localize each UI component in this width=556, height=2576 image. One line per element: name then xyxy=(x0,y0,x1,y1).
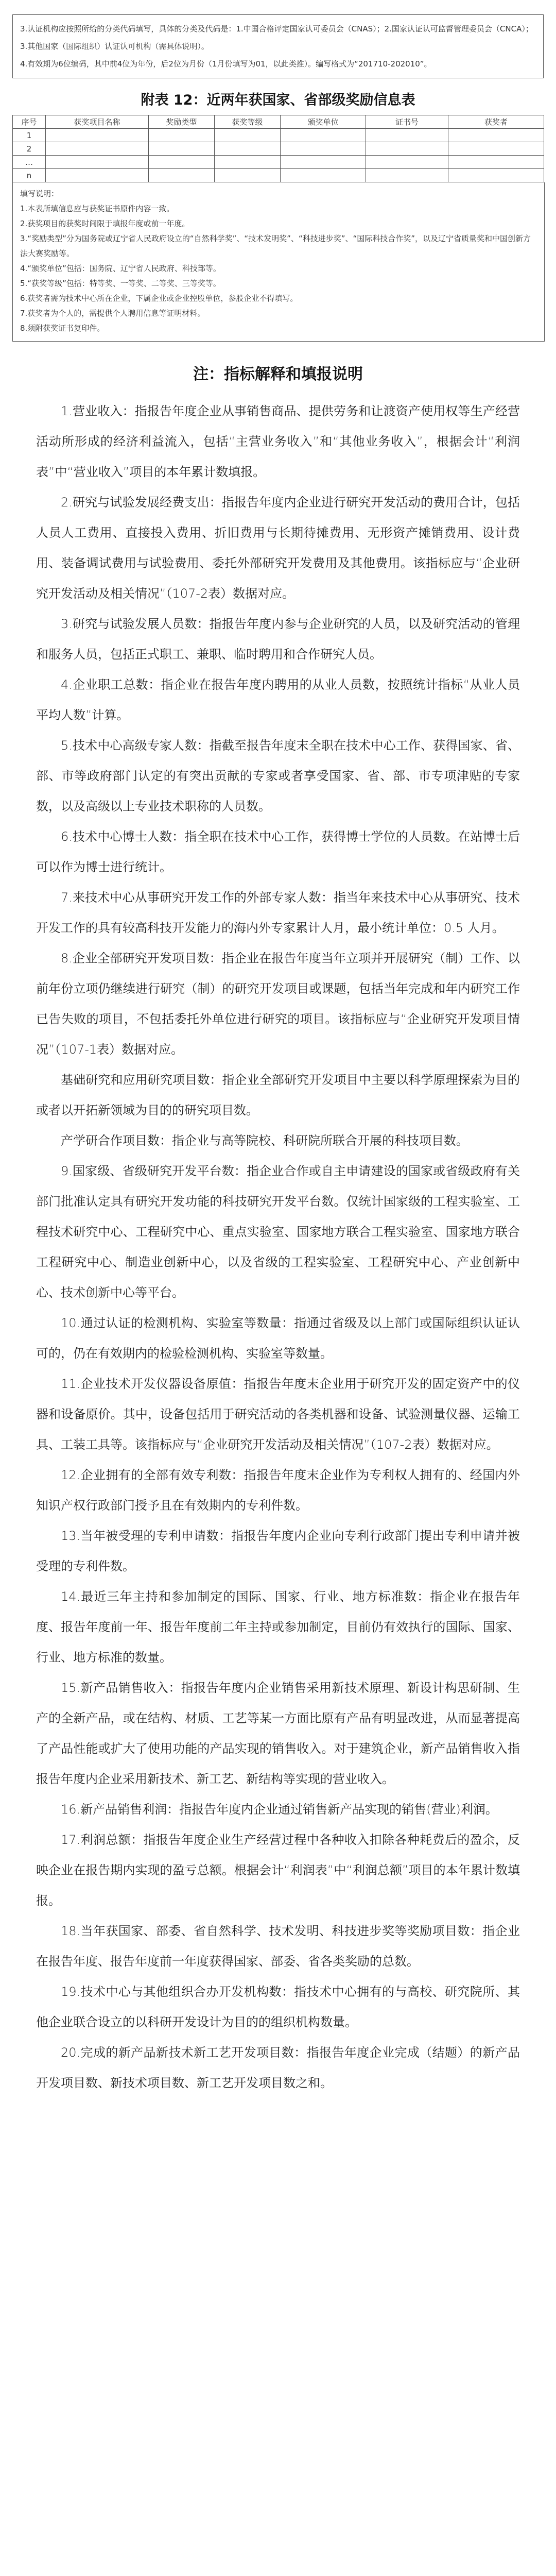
table-cell xyxy=(215,156,281,169)
fill-notes-box xyxy=(12,182,545,342)
indicator-item: 1.营业收入：指报告年度企业从事销售商品、提供劳务和让渡资产使用权等生产经营活动所形成的经济利益流入，包括“主营业务收入”和“其他业务收入”，根据会计“利润表”中“营业收入”项目的本年累计数填报。 xyxy=(36,404,520,479)
table-cell xyxy=(149,156,215,169)
indicator-item: 4.企业职工总数：指企业在报告年度内聘用的从业人员数，按照统计指标“从业人员平均人数”计算。 xyxy=(36,677,520,722)
indicator-item: 20.完成的新产品新技术新工艺开发项目数：指报告年度企业完成（结题）的新产品开发项目数、新技术项目数、新工艺开发项目数之和。 xyxy=(36,2045,520,2090)
top-note: 3.认证机构应按照所给的分类代码填写，具体的分类及代码是：1.中国合格评定国家认可委员会（CNAS）；2.国家认证认可监督管理委员会（CNCA）；3.其他国家（国际组织）认证认可机构（需具体说明）。 xyxy=(20,24,533,51)
table-cell xyxy=(448,156,544,169)
indicator-item: 9.国家级、省级研究开发平台数：指企业合作或自主申请建设的国家或省级政府有关部门批准认定具有研究开发功能的科技研究开发平台数。仅统计国家级的工程实验室、工程技术研究中心、工程研究中心、重点实验室、国家地方联合工程实验室、国家地方联合工程研究中心、制造业创新中心，以及省级的工程实验室、工程研究中心、产业创新中心、技术创新中心等平台。 xyxy=(36,1164,520,1300)
table-cell: 2 xyxy=(13,142,46,156)
column-header: 证书号 xyxy=(366,115,448,129)
column-header: 颁奖单位 xyxy=(281,115,366,129)
fill-note: 4.“颁奖单位”包括：国务院、辽宁省人民政府、科技部等。 xyxy=(20,264,221,273)
indicator-item: 11.企业技术开发仪器设备原值：指报告年度末企业用于研究开发的固定资产中的仪器和设备原价。其中，设备包括用于研究活动的各类机器和设备、试验测量仪器、运输工具、工装工具等。该指标应与“企业研究开发活动及相关情况”（107-2表）数据对应。 xyxy=(36,1377,520,1452)
indicator-item: 16.新产品销售利润：指报告年度内企业通过销售新产品实现的销售(营业)利润。 xyxy=(61,1802,498,1817)
table-row xyxy=(13,129,544,142)
fill-note: 填写说明： xyxy=(20,189,59,198)
table-cell xyxy=(448,169,544,182)
table-cell xyxy=(366,142,448,156)
fill-note: 2.获奖项目的获奖时间限于填报年度或前一年度。 xyxy=(20,219,190,228)
table-cell: n xyxy=(13,169,46,182)
table-cell xyxy=(46,169,149,182)
award-info-table xyxy=(12,115,544,182)
indicator-item: 14.最近三年主持和参加制定的国际、国家、行业、地方标准数：指企业在报告年度、报告年度前一年、报告年度前二年主持或参加制定，目前仍有效执行的国际、国家、行业、地方标准的数量。 xyxy=(36,1589,520,1665)
document-page xyxy=(0,14,556,2576)
indicator-item: 2.研究与试验发展经费支出：指报告年度内企业进行研究开发活动的费用合计，包括人员人工费用、直接投入费用、折旧费用与长期待摊费用、无形资产摊销费用、设计费用、装备调试费用与试验费用、委托外部研究开发费用及其他费用。该指标应与“企业研究开发活动及相关情况”（107-2表）数据对应。 xyxy=(36,495,520,601)
table-cell xyxy=(281,169,366,182)
table-cell xyxy=(215,169,281,182)
indicator-item: 18.当年获国家、部委、省自然科学、技术发明、科技进步奖等奖励项目数：指企业在报告年度、报告年度前一年度获得国家、部委、省各类奖励的总数。 xyxy=(36,1924,520,1969)
table-cell: … xyxy=(13,156,46,169)
fill-note: 3.“奖励类型”分为国务院或辽宁省人民政府设立的“自然科学奖”、“技术发明奖”、“科技进步奖”、“国际科技合作奖”，以及辽宁省质量奖和中国创新方法大赛奖励等。 xyxy=(20,234,531,258)
indicator-item: 15.新产品销售收入：指报告年度内企业销售采用新技术原理、新设计构思研制、生产的全新产品，或在结构、材质、工艺等某一方面比原有产品有明显改进，从而显著提高了产品性能或扩大了使用功能的产品实现的销售收入。对于建筑企业，新产品销售收入指报告年度内企业采用新技术、新工艺、新结构等实现的营业收入。 xyxy=(36,1681,520,1786)
table-cell xyxy=(366,156,448,169)
table-cell xyxy=(46,156,149,169)
table-cell: 1 xyxy=(13,129,46,142)
indicator-explanations xyxy=(36,396,520,2098)
column-header: 奖励类型 xyxy=(149,115,215,129)
indicator-sub-item: 产学研合作项目数：指企业与高等院校、科研院所联合开展的科技项目数。 xyxy=(61,1133,468,1148)
fill-note: 7.获奖者为个人的，需提供个人聘用信息等证明材料。 xyxy=(20,309,205,318)
indicator-sub-item: 基础研究和应用研究项目数：指企业全部研究开发项目中主要以科学原理探索为目的或者以开拓新领域为目的的研究项目数。 xyxy=(36,1073,520,1117)
table-cell xyxy=(149,129,215,142)
column-header: 获奖项目名称 xyxy=(46,115,149,129)
table-cell xyxy=(281,156,366,169)
indicator-item: 17.利润总额：指报告年度企业生产经营过程中各种收入扣除各种耗费后的盈余，反映企业在报告期内实现的盈亏总额。根据会计“利润表”中“利润总额”项目的本年累计数填报。 xyxy=(36,1833,520,1908)
table-row xyxy=(13,142,544,156)
table-header-row xyxy=(13,115,544,129)
table-cell xyxy=(281,129,366,142)
table-cell xyxy=(281,142,366,156)
table-cell xyxy=(448,142,544,156)
fill-note: 6.获奖者需为技术中心所在企业，下属企业或企业控股单位，参股企业不得填写。 xyxy=(20,294,298,303)
fill-note: 5.“获奖等级”包括：特等奖、一等奖、二等奖、三等奖等。 xyxy=(20,279,221,288)
table-cell xyxy=(215,129,281,142)
column-header: 获奖等级 xyxy=(215,115,281,129)
section-title: 注：指标解释和填报说明 xyxy=(193,365,363,383)
table-cell xyxy=(149,169,215,182)
table-cell xyxy=(46,142,149,156)
column-header: 获奖者 xyxy=(448,115,544,129)
indicator-item: 3.研究与试验发展人员数：指报告年度内参与企业研究的人员，以及研究活动的管理和服务人员，包括正式职工、兼职、临时聘用和合作研究人员。 xyxy=(36,617,520,662)
table-cell xyxy=(215,142,281,156)
table-cell xyxy=(149,142,215,156)
indicator-item: 19.技术中心与其他组织合办开发机构数：指技术中心拥有的与高校、研究院所、其他企业联合设立的以科研开发设计为目的的组织机构数量。 xyxy=(36,1985,520,2029)
table-row xyxy=(13,156,544,169)
table-cell xyxy=(448,129,544,142)
indicator-item: 6.技术中心博士人数：指全职在技术中心工作，获得博士学位的人员数。在站博士后可以作为博士进行统计。 xyxy=(36,829,520,874)
table-cell xyxy=(366,169,448,182)
table-row xyxy=(13,169,544,182)
fill-note: 8.须附获奖证书复印件。 xyxy=(20,324,105,333)
indicator-item: 12.企业拥有的全部有效专利数：指报告年度末企业作为专利权人拥有的、经国内外知识产权行政部门授予且在有效期内的专利件数。 xyxy=(36,1468,520,1513)
table-cell xyxy=(46,129,149,142)
indicator-item: 7.来技术中心从事研究开发工作的外部专家人数：指当年来技术中心从事研究、技术开发工作的具有较高科技开发能力的海内外专家累计人月，最小统计单位：0.5 人月。 xyxy=(36,890,520,935)
indicator-item: 13.当年被受理的专利申请数：指报告年度内企业向专利行政部门提出专利申请并被受理的专利件数。 xyxy=(36,1529,520,1573)
fill-note: 1.本表所填信息应与获奖证书原件内容一致。 xyxy=(20,204,175,213)
table-cell xyxy=(366,129,448,142)
indicator-item: 5.技术中心高级专家人数：指截至报告年度末全职在技术中心工作、获得国家、省、部、市等政府部门认定的有突出贡献的专家或者享受国家、省、部、市专项津贴的专家数，以及高级以上专业技术职称的人员数。 xyxy=(36,738,520,814)
top-note: 4.有效期为6位编码，其中前4位为年份，后2位为月份（1月份填写为01，以此类推）。编写格式为“201710-202010”。 xyxy=(20,59,432,69)
top-notes-box xyxy=(12,14,544,78)
table-title: 附表 12：近两年获国家、省部级奖励信息表 xyxy=(141,92,415,108)
indicator-item: 8.企业全部研究开发项目数：指企业在报告年度当年立项并开展研究（制）工作、以前年份立项仍继续进行研究（制）的研究开发项目或课题，包括当年完成和年内研究工作已告失败的项目，不包括委托外单位进行研究的项目。该指标应与“企业研究开发项目情况”（107-1表）数据对应。 xyxy=(36,951,520,1057)
indicator-item: 10.通过认证的检测机构、实验室等数量：指通过省级及以上部门或国际组织认证认可的，仍在有效期内的检验检测机构、实验室等数量。 xyxy=(36,1316,520,1361)
column-header: 序号 xyxy=(13,115,46,129)
